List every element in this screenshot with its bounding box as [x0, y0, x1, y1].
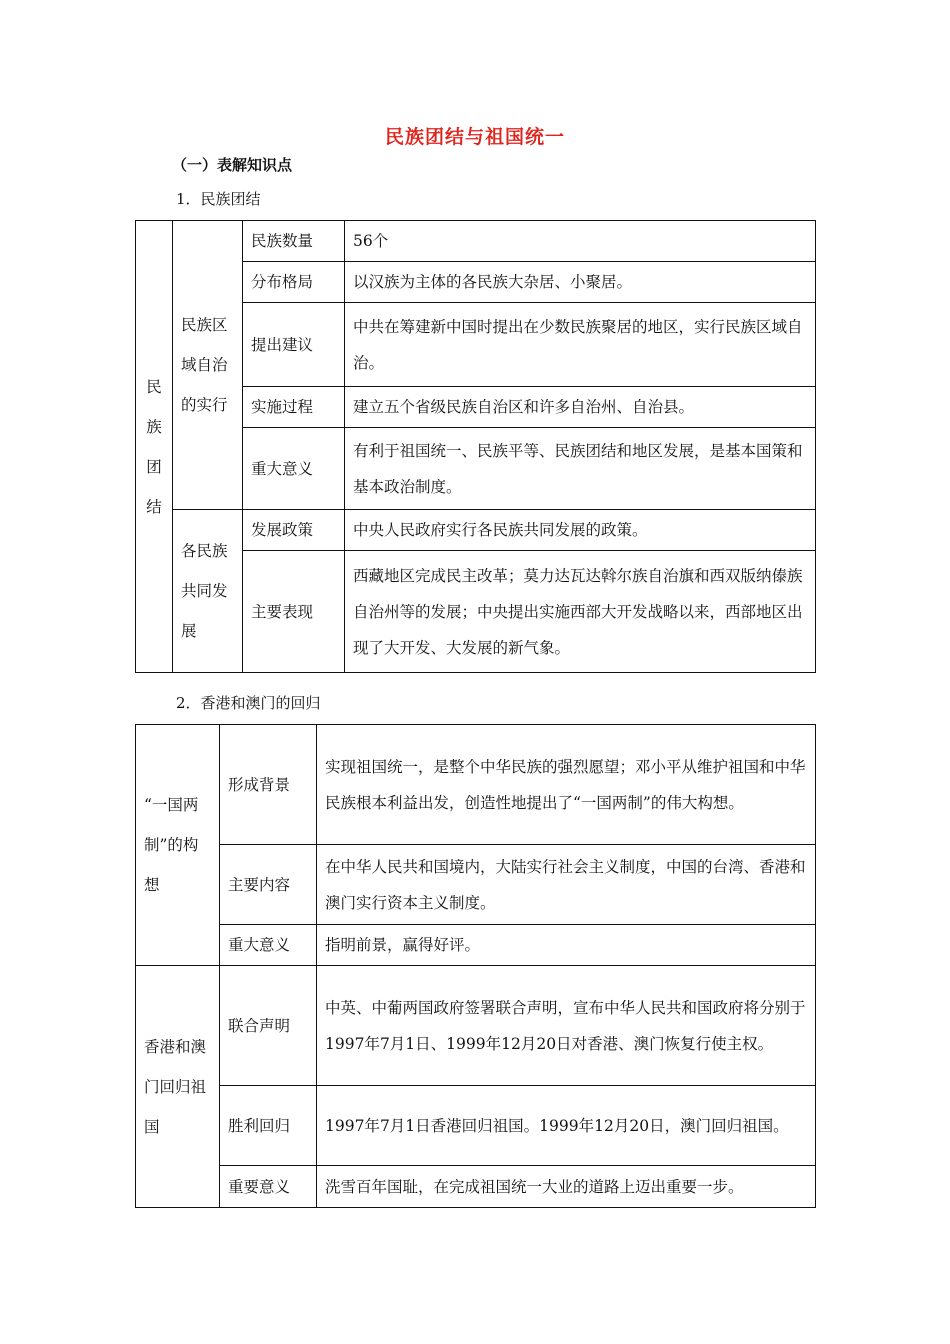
reunification-table [135, 724, 816, 1208]
row-key: 重大意义 [243, 428, 345, 510]
group-label: 各民族共同发展 [173, 510, 243, 673]
row-value: 以汉族为主体的各民族大杂居、小聚居。 [345, 262, 816, 303]
row-key: 民族数量 [243, 221, 345, 262]
table-row [136, 845, 816, 925]
row-value: 中共在筹建新中国时提出在少数民族聚居的地区，实行民族区域自治。 [345, 303, 816, 387]
table-row [136, 925, 816, 966]
table-row [136, 510, 816, 551]
row-value: 洗雪百年国耻，在完成祖国统一大业的道路上迈出重要一步。 [317, 1166, 816, 1208]
table1-heading: 1．民族团结 [176, 190, 261, 208]
row-value: 在中华人民共和国境内，大陆实行社会主义制度，中国的台湾、香港和澳门实行资本主义制度。 [317, 845, 816, 925]
ethnic-unity-table [135, 220, 816, 673]
row-value: 实现祖国统一，是整个中华民族的强烈愿望；邓小平从维护祖国和中华民族根本利益出发，创造性地提出了“一国两制”的伟大构想。 [317, 725, 816, 845]
row-key: 联合声明 [220, 966, 317, 1086]
row-value: 西藏地区完成民主改革；莫力达瓦达斡尔族自治旗和西双版纳傣族自治州等的发展；中央提出实施西部大开发战略以来，西部地区出现了大开发、大发展的新气象。 [345, 551, 816, 673]
row-key: 实施过程 [243, 387, 345, 428]
row-value: 中英、中葡两国政府签署联合声明，宣布中华人民共和国政府将分别于1997年7月1日、1999年12月20日对香港、澳门恢复行使主权。 [317, 966, 816, 1086]
table-row [136, 966, 816, 1086]
table-row [136, 1166, 816, 1208]
row-value: 有利于祖国统一、民族平等、民族团结和地区发展，是基本国策和基本政治制度。 [345, 428, 816, 510]
row-key: 主要内容 [220, 845, 317, 925]
row-key: 提出建议 [243, 303, 345, 387]
row-value: 56个 [345, 221, 816, 262]
table-row [136, 725, 816, 845]
row-key: 分布格局 [243, 262, 345, 303]
row-key: 主要表现 [243, 551, 345, 673]
table-row [136, 221, 816, 262]
section-heading: （一）表解知识点 [172, 156, 293, 174]
row-value: 中央人民政府实行各民族共同发展的政策。 [345, 510, 816, 551]
row-key: 形成背景 [220, 725, 317, 845]
row-value: 建立五个省级民族自治区和许多自治州、自治县。 [345, 387, 816, 428]
group-label: “一国两制”的构想 [136, 725, 220, 966]
table-row [136, 1086, 816, 1166]
row-key: 发展政策 [243, 510, 345, 551]
row-value: 1997年7月1日香港回归祖国。1999年12月20日，澳门回归祖国。 [317, 1086, 816, 1166]
page-title: 民族团结与祖国统一 [384, 126, 565, 148]
row-key: 重要意义 [220, 1166, 317, 1208]
table2-heading: 2．香港和澳门的回归 [176, 694, 321, 712]
row-header-root: 民族团结 [136, 221, 173, 673]
group-label: 香港和澳门回归祖国 [136, 966, 220, 1208]
row-key: 胜利回归 [220, 1086, 317, 1166]
row-value: 指明前景，赢得好评。 [317, 925, 816, 966]
group-label: 民族区域自治的实行 [173, 221, 243, 510]
row-key: 重大意义 [220, 925, 317, 966]
